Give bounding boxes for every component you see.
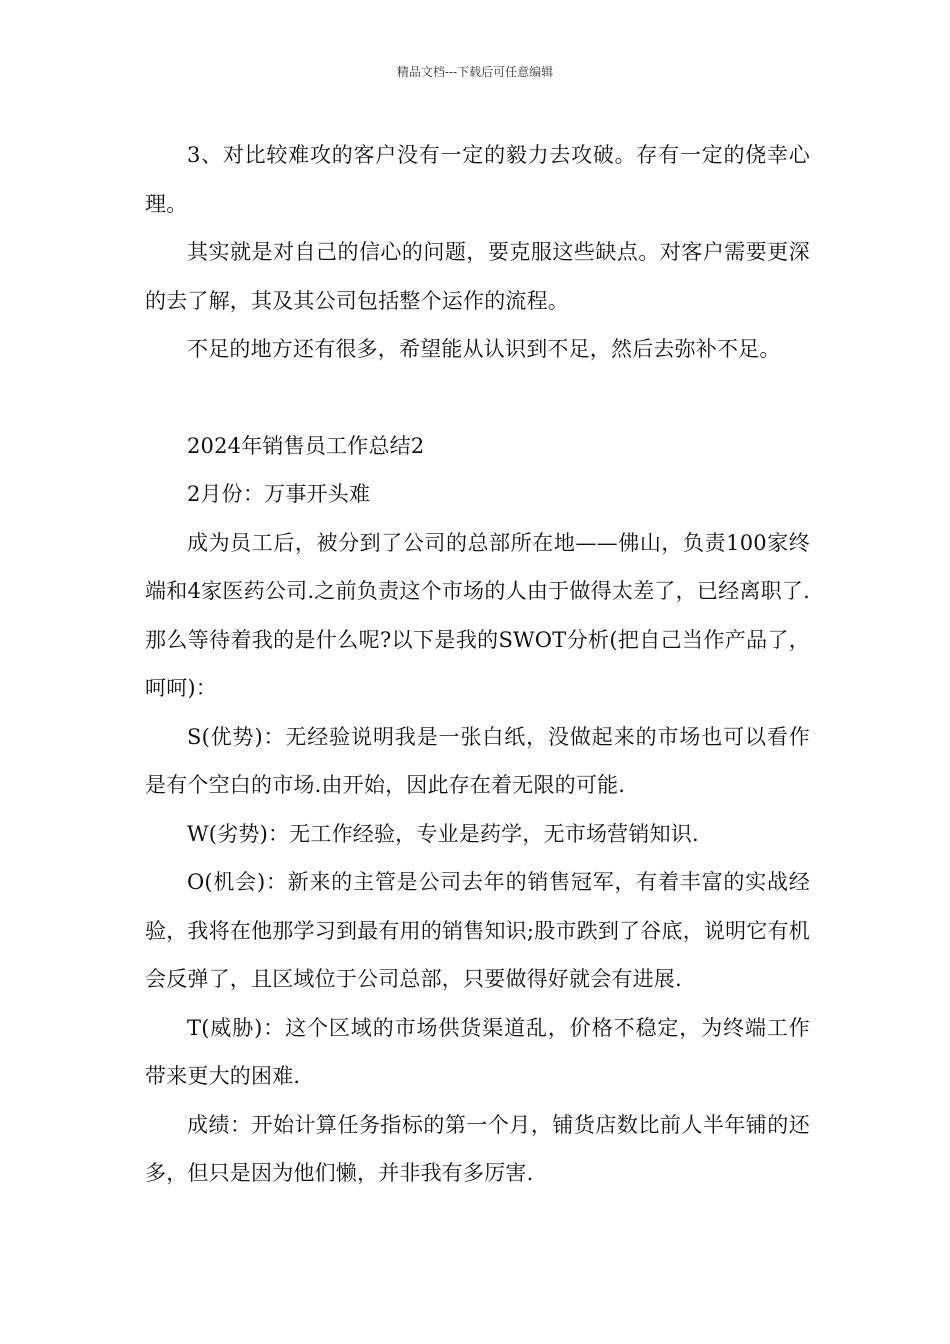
paragraph: 成为员工后，被分到了公司的总部所在地——佛山，负责100家终端和4家医药公司.之前负责这个市场的人由于做得太差了，已经离职了.那么等待着我的是什么呢?以下是我的SWOT分析(把自己当作产品了，呵呵)： xyxy=(145,530,810,700)
paragraph: 其实就是对自己的信心的问题，要克服这些缺点。对客户需要更深的去了解，其及其公司包括整个运作的流程。 xyxy=(145,240,810,313)
paragraph: 不足的地方还有很多，希望能从认识到不足，然后去弥补不足。 xyxy=(187,337,781,361)
paragraph-swot-threat: T(威胁)：这个区域的市场供货渠道乱，价格不稳定，为终端工作带来更大的困难. xyxy=(145,1015,810,1088)
paragraph-swot-weakness: W(劣势)：无工作经验，专业是药学，无市场营销知识. xyxy=(187,821,699,846)
paragraph-swot-strength: S(优势)：无经验说明我是一张白纸，没做起来的市场也可以看作是有个空白的市场.由开始，因此存在着无限的可能. xyxy=(145,724,810,797)
section-subtitle: 2月份：万事开头难 xyxy=(187,482,371,506)
document-body xyxy=(145,131,810,1198)
section-title: 2024年销售员工作总结2 xyxy=(187,433,425,458)
blank-line xyxy=(145,374,810,422)
paragraph: 3、对比较难攻的客户没有一定的毅力去攻破。存有一定的侥幸心理。 xyxy=(145,143,810,216)
paragraph-swot-opportunity: O(机会)：新来的主管是公司去年的销售冠军，有着丰富的实战经验，我将在他那学习到最有用的销售知识;股市跌到了谷底，说明它有机会反弹了，且区域位于公司总部，只要做得好就会有进展. xyxy=(145,870,810,991)
page-header: 精品文档---下载后可任意编辑 xyxy=(396,65,554,79)
paragraph-results: 成绩：开始计算任务指标的第一个月，铺货店数比前人半年铺的还多，但只是因为他们懒，并非我有多厉害. xyxy=(145,1112,810,1185)
